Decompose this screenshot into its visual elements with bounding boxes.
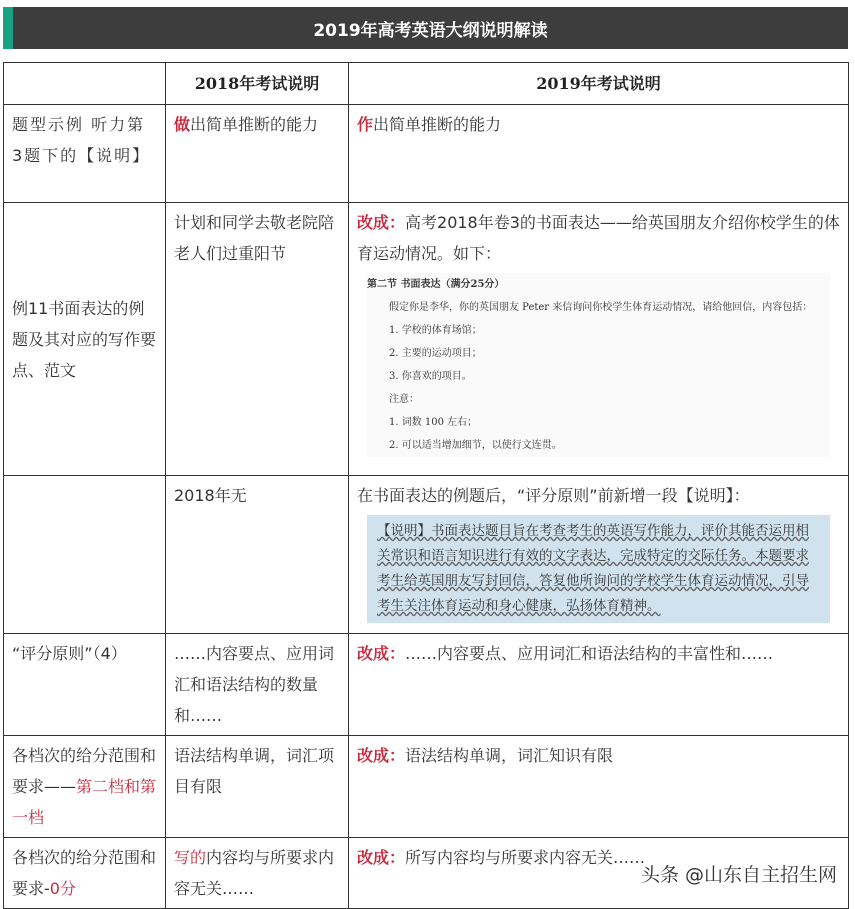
scan-line: 1. 学校的体育场馆； (389, 325, 482, 336)
table-row (4, 736, 849, 838)
row-label: 例11书面表达的例题及其对应的写作要点、范文 (4, 203, 166, 476)
cell-2019 (349, 105, 849, 203)
cell-text: 出简单推断的能力 (190, 115, 319, 134)
explanation-image (367, 515, 830, 623)
table-row (4, 476, 849, 634)
watermark: 头条 @山东自主招生网 (640, 864, 837, 886)
cell-text: 高考2018年卷3的书面表达——给英国朋友介绍你校学生的体育运动情况。如下： (357, 213, 840, 263)
scan-line: 3. 你喜欢的项目。 (389, 371, 472, 382)
row-label (4, 838, 166, 909)
table-row (4, 105, 849, 203)
highlight: 作 (357, 115, 374, 134)
cell-text: 内容均与所要求内容无关…… (174, 848, 335, 898)
header-2018: 2018年考试说明 (166, 63, 349, 105)
cell-2018: 2018年无 (166, 476, 349, 634)
cell-text: 语法结构单调，词汇知识有限 (405, 746, 614, 765)
row-label: “评分原则”（4） (4, 634, 166, 736)
header-2019: 2019年考试说明 (349, 63, 849, 105)
header-empty (4, 63, 166, 105)
cell-2019 (349, 634, 849, 736)
cell-text: 出简单推断的能力 (373, 115, 502, 134)
cell-text: 在书面表达的例题后，“评分原则”前新增一段【说明】： (357, 486, 750, 505)
cell-text: 各档次的给分范围和要求- (12, 848, 157, 898)
highlight: 改成： (357, 848, 406, 867)
scan-line: 1. 词数 100 左右； (389, 417, 478, 428)
scan-line: 2. 主要的运动项目； (389, 348, 482, 359)
highlight: 改成： (357, 746, 406, 765)
row-label (4, 476, 166, 634)
explanation-text: 【说明】书面表达题目旨在考查考生的英语写作能力，评价其能否运用相关常识和语言知识进行有效的文字表达，完成特定的交际任务。本题要求考生给英国朋友写封回信，答复他所询问的学校学生体育运动情况，引导考生关注体育运动和身心健康，弘扬体育精神。 (377, 523, 809, 614)
table-row (4, 634, 849, 736)
cell-text: ……内容要点、应用词汇和语法结构的丰富性和…… (405, 644, 774, 663)
cell-2019 (349, 203, 849, 476)
cell-2018: 计划和同学去敬老院陪老人们过重阳节 (166, 203, 349, 476)
highlight: 改成： (357, 644, 406, 663)
cell-2019 (349, 476, 849, 634)
cell-2018: 语法结构单调，词汇项目有限 (166, 736, 349, 838)
scan-heading: 第二节 书面表达（满分25分） (367, 279, 505, 290)
cell-2018 (166, 838, 349, 909)
scan-line: 注意： (389, 394, 419, 405)
scan-line: 假定你是李华，你的英国朋友 Peter 来信询问你校学生体育运动情况，请给他回信，内容包括： (389, 302, 813, 313)
row-label (4, 736, 166, 838)
table-header (4, 63, 849, 105)
highlight: 写的 (174, 848, 207, 867)
highlight: 第二档和第一档 (12, 777, 157, 827)
highlight: 0分 (49, 879, 76, 898)
cell-text: 各档次的给分范围和要求—— (12, 746, 157, 796)
cell-2019 (349, 736, 849, 838)
row-label: 题型示例 听力第3题下的【说明】 (4, 105, 166, 203)
cell-text: 所写内容均与所要求内容无关…… (405, 848, 646, 867)
cell-2018 (166, 105, 349, 203)
comparison-table (3, 62, 849, 909)
highlight: 做 (174, 115, 191, 134)
highlight: 改成： (357, 213, 406, 232)
exam-question-image (367, 273, 830, 457)
page-title: 2019年高考英语大纲说明解读 (3, 7, 848, 49)
table-row (4, 203, 849, 476)
cell-2018: ……内容要点、应用词汇和语法结构的数量和…… (166, 634, 349, 736)
scan-line: 2. 可以适当增加细节，以使行文连贯。 (389, 440, 562, 451)
